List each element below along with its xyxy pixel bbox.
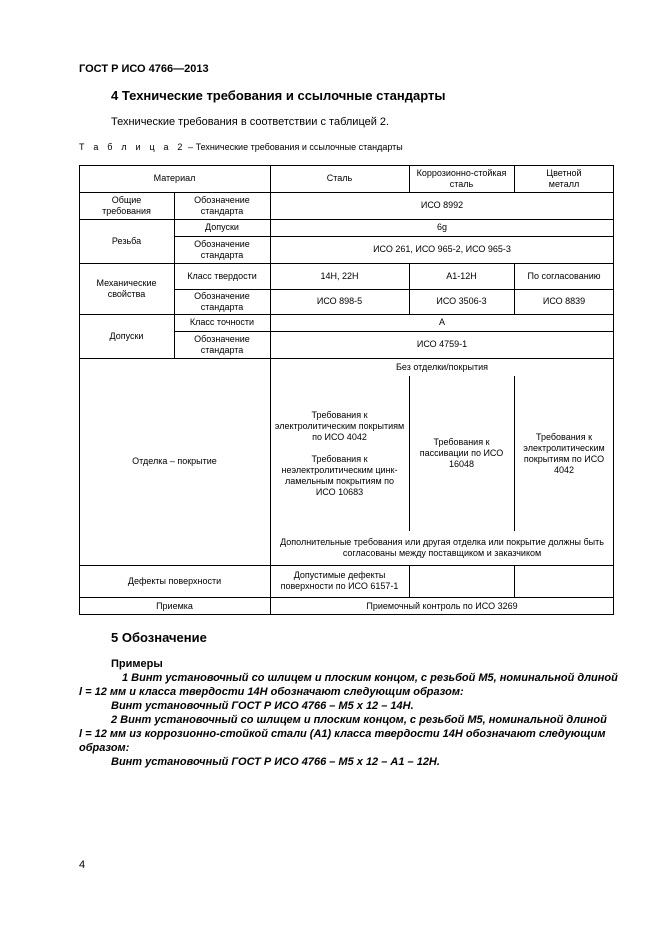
section-4-intro: Технические требования в соответствии с таблицей 2. [111,116,390,128]
row-mech-class-sub: Класс твердости [187,270,257,281]
row-general-value: ИСО 8992 [420,200,464,210]
row-tol-std-value: ИСО 4759-1 [416,339,468,349]
header-stainless: Коррозионно-стойкая сталь [416,167,507,189]
row-acceptance-value: Приемочный контроль по ИСО 3269 [366,600,518,611]
row-finish-top: Без отделки/покрытия [396,361,488,372]
examples-label: Примеры [111,658,163,670]
row-thread-std-sub: Обозначение стандарта [194,238,250,260]
header-nonferrous: Цветной металл [546,167,582,189]
row-acceptance-label: Приемка [156,600,193,611]
section-5-title: 5 Обозначение [111,630,207,645]
example-2-line-3: образом: [79,742,130,754]
header-material: Материал [153,173,196,183]
row-finish-label: Отделка – покрытие [132,456,217,466]
example-1-designation: Винт установочный ГОСТ Р ИСО 4766 – М5 х 12 – 14H. [111,700,414,712]
row-tol-class-sub: Класс точности [189,317,255,327]
row-mech-class-stainless: А1-12H [446,270,477,281]
row-tol-std-sub: Обозначение стандарта [194,333,250,355]
row-mech-class-steel: 14H, 22H [320,270,359,281]
row-finish-additional: Дополнительные требования или другая отделка или покрытие должны быть согласованы между поставщиком и заказчиком [280,537,604,558]
row-mech-std-nonferrous: ИСО 8839 [542,296,586,306]
page-number: 4 [79,859,86,871]
row-defects-steel: Допустимые дефекты поверхности по ИСО 6157-1 [280,570,399,591]
row-finish-steel [270,376,409,531]
example-2-designation: Винт установочный ГОСТ Р ИСО 4766 – М5 х 12 – А1 – 12H. [111,756,440,768]
row-tol-label: Допуски [109,330,144,341]
example-2-line-1: 2 Винт установочный со шлицем и плоским концом, с резьбой М5, номинальной длиной [111,714,607,726]
row-mech-label: Механические свойства [96,277,157,299]
table-caption [79,142,403,152]
row-thread-tol-value: 6g [436,222,447,232]
row-thread-std-value: ИСО 261, ИСО 965-2, ИСО 965-3 [373,244,511,254]
row-mech-std-steel: ИСО 898-5 [316,296,363,306]
example-1-line-2: l = 12 мм и класса твердости 14H обозначают следующим образом: [79,686,464,698]
example-2-line-2: l = 12 мм из коррозионно-стойкой стали (А1) класса твердости 14H обозначают следующим [79,728,606,740]
row-mech-class-nonferrous: По согласованию [527,270,601,281]
row-finish-nonferrous: Требования к электролитическим покрытиям по ИСО 4042 [523,431,605,475]
table-caption-text: – Технические требования и ссылочные стандарты [185,142,403,152]
document-header: ГОСТ Р ИСО 4766—2013 [79,63,209,75]
example-1-line-1: 1 Винт установочный со шлицем и плоским концом, с резьбой М5, номинальной длиной [122,672,618,684]
finish-steel-electrolytic: Требования к электролитическим покрытиям по ИСО 4042 [274,409,405,442]
row-defects-label: Дефекты поверхности [127,575,222,586]
header-steel: Сталь [326,173,353,183]
row-mech-std-sub: Обозначение стандарта [194,290,250,312]
requirements-table [79,165,614,615]
row-thread-label: Резьба [111,235,142,246]
row-tol-class-value: А [438,317,445,327]
row-general-sub: Обозначение стандарта [194,194,250,216]
row-finish-stainless: Требования к пассивации по ИСО 16048 [419,437,504,469]
row-general-label: Общие требования [102,194,151,216]
row-thread-tol-sub: Допуски [205,222,239,232]
row-mech-std-stainless: ИСО 3506-3 [436,296,487,306]
table-caption-prefix: Т а б л и ц а 2 [79,142,186,152]
section-4-title: 4 Технические требования и ссылочные стандарты [111,88,446,103]
finish-steel-zinc-flake: Требования к неэлектролитическим цинк-ламельным покрытиям по ИСО 10683 [281,453,398,497]
